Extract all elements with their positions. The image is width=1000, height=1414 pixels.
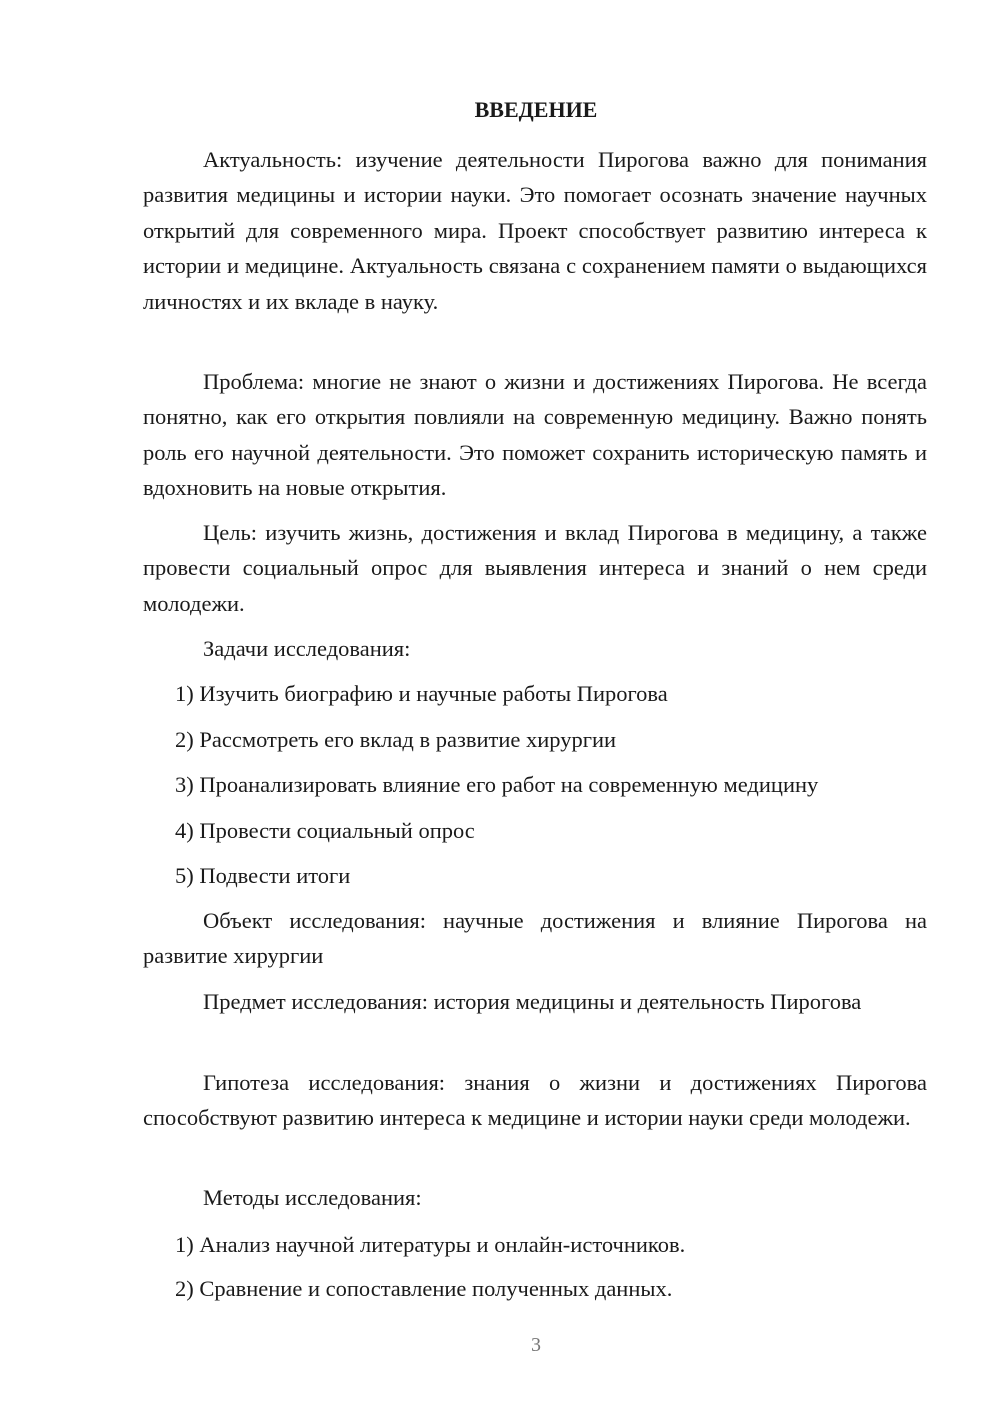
paragraph-object: Объект исследования: научные достижения и влияние Пирогова на развитие хирургии bbox=[143, 908, 927, 969]
task-item: 5) Подвести итоги bbox=[175, 863, 351, 888]
task-item: 1) Изучить биографию и научные работы Пирогова bbox=[175, 681, 668, 706]
paragraph-subject: Предмет исследования: история медицины и деятельность Пирогова bbox=[203, 989, 862, 1014]
paragraph-hypothesis: Гипотеза исследования: знания о жизни и достижениях Пирогова способствуют развитию интереса к медицине и истории науки среди молодежи. bbox=[143, 1070, 927, 1131]
paragraph-relevance: Актуальность: изучение деятельности Пирогова важно для понимания развития медицины и истории науки. Это помогает осознать значение научных открытий для современного мира. Проект способствует развитию интереса к истории и медицине. Актуальность связана с сохранением памяти о выдающихся личностях и их вкладе в науку. bbox=[143, 147, 927, 314]
tasks-title: Задачи исследования: bbox=[203, 636, 411, 661]
section-heading: ВВЕДЕНИЕ bbox=[474, 97, 598, 122]
task-item: 4) Провести социальный опрос bbox=[175, 818, 475, 843]
task-item: 3) Проанализировать влияние его работ на современную медицину bbox=[175, 772, 819, 797]
method-item: 2) Сравнение и сопоставление полученных данных. bbox=[175, 1276, 673, 1301]
methods-title: Методы исследования: bbox=[203, 1185, 422, 1210]
paragraph-goal: Цель: изучить жизнь, достижения и вклад Пирогова в медицину, а также провести социальный опрос для выявления интереса и знаний о нем среди молодежи. bbox=[143, 520, 927, 616]
task-item: 2) Рассмотреть его вклад в развитие хирургии bbox=[175, 727, 617, 752]
paragraph-problem: Проблема: многие не знают о жизни и достижениях Пирогова. Не всегда понятно, как его открытия повлияли на современную медицину. Важно понять роль его научной деятельности. Это поможет сохранить историческую память и вдохновить на новые открытия. bbox=[143, 369, 927, 501]
method-item: 1) Анализ научной литературы и онлайн-источников. bbox=[175, 1232, 686, 1257]
page-number: 3 bbox=[531, 1334, 541, 1356]
